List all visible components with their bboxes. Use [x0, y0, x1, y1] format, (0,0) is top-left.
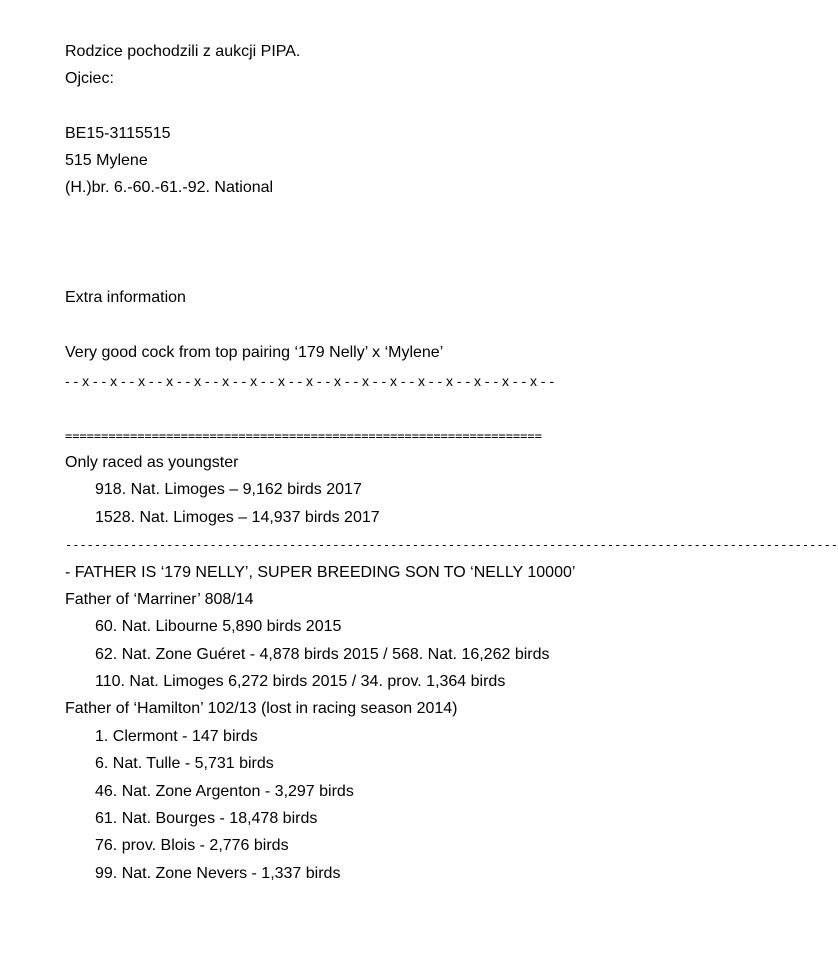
raced-result: 918. Nat. Limoges – 9,162 birds 2017	[95, 481, 362, 498]
offspring-result: 61. Nat. Bourges - 18,478 birds	[95, 810, 318, 827]
x-separator: - - x - - x - - x - - x - - x - - x - - x - - x - - x - - x - - x - - x - - x - - x - - x - - x - - x - -	[65, 373, 555, 389]
father-heading: - FATHER IS ‘179 NELLY’, SUPER BREEDING SON TO ‘NELLY 10000’	[65, 564, 576, 581]
offspring-result: 99. Nat. Zone Nevers - 1,337 birds	[95, 865, 341, 882]
offspring-result: 76. prov. Blois - 2,776 birds	[95, 837, 289, 854]
offspring-title: Father of ‘Marriner’ 808/14	[65, 591, 254, 608]
description-text: Very good cock from top pairing ‘179 Nelly’ x ‘Mylene’	[65, 344, 444, 361]
raced-result: 1528. Nat. Limoges – 14,937 birds 2017	[95, 509, 380, 526]
ring-number: BE15-3115515	[65, 125, 171, 142]
offspring-result: 110. Nat. Limoges 6,272 birds 2015 / 34. prov. 1,364 birds	[95, 673, 506, 690]
extra-heading: Extra information	[65, 289, 186, 306]
offspring-result: 60. Nat. Libourne 5,890 birds 2015	[95, 618, 342, 635]
offspring-title: Father of ‘Hamilton’ 102/13 (lost in racing season 2014)	[65, 700, 458, 717]
offspring-result: 46. Nat. Zone Argenton - 3,297 birds	[95, 783, 354, 800]
offspring-result: 62. Nat. Zone Guéret - 4,878 birds 2015 / 568. Nat. 16,262 birds	[95, 646, 550, 663]
offspring-result: 1. Clermont - 147 birds	[95, 728, 258, 745]
equals-separator: ==================================================================	[65, 429, 542, 443]
father-label: Ojciec:	[65, 70, 114, 87]
bird-name: 515 Mylene	[65, 152, 148, 169]
lineage-text: (H.)br. 6.-60.-61.-92. National	[65, 179, 274, 196]
offspring-result: 6. Nat. Tulle - 5,731 birds	[95, 755, 274, 772]
intro-text: Rodzice pochodzili z aukcji PIPA.	[65, 43, 301, 60]
dash-separator: -----------------------------------------------------------------------------------------------------------	[65, 538, 838, 552]
raced-heading: Only raced as youngster	[65, 454, 239, 471]
